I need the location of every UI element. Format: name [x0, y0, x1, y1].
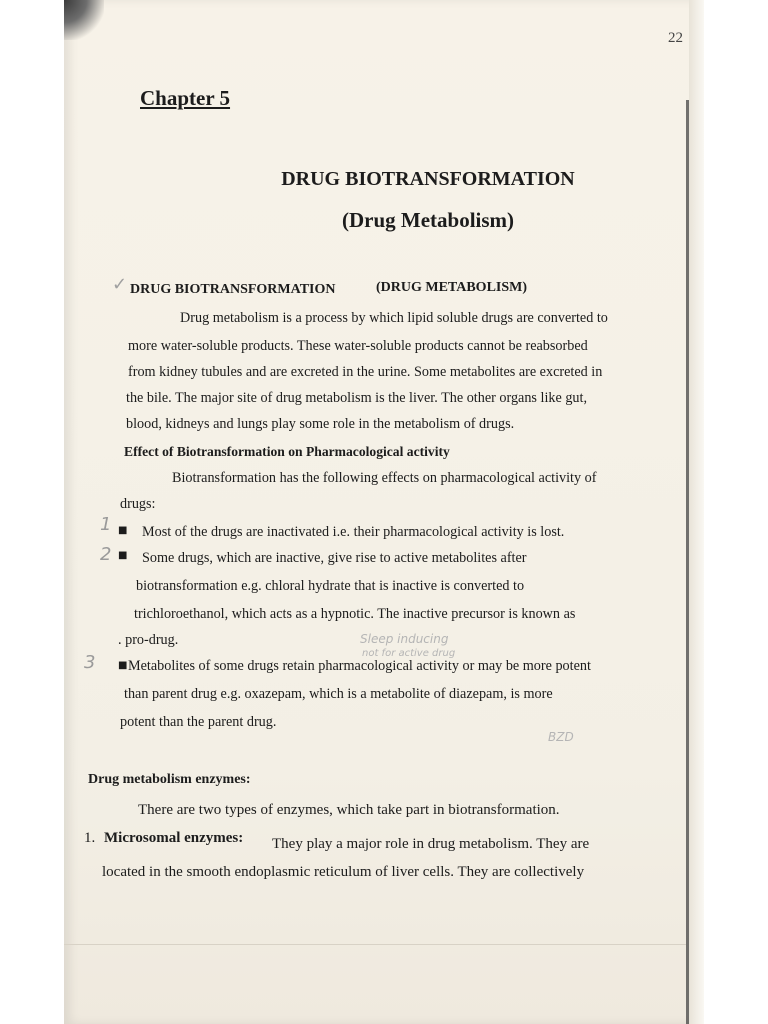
para1-line-3: from kidney tubules and are excreted in the urine. Some metabolites are excreted in — [128, 364, 603, 380]
para1-line-5: blood, kidneys and lungs play some role in the metabolism of drugs. — [126, 416, 515, 432]
bullet3-line-3: potent than the parent drug. — [120, 714, 277, 730]
handwritten-note-3: BZD — [548, 730, 574, 744]
bullet1-text: Most of the drugs are inactivated i.e. their pharmacological activity is lost. — [142, 524, 565, 540]
handwritten-note-2: not for active drug — [362, 648, 456, 659]
handwritten-note-1: Sleep inducing — [360, 632, 449, 646]
handwritten-number-2: 2 — [100, 544, 112, 565]
check-mark: ✓ — [112, 274, 128, 295]
microsomal-label: Microsomal enzymes: — [104, 830, 244, 846]
bullet-marker: ■ — [118, 660, 128, 671]
chapter-label: Chapter 5 — [140, 86, 231, 110]
para1-line-2: more water-soluble products. These water-soluble products cannot be reabsorbed — [128, 338, 588, 354]
bullet-marker: ■ — [118, 550, 128, 561]
bullet2-line-2: biotransformation e.g. chloral hydrate that is inactive is converted to — [136, 578, 525, 594]
handwritten-number-3: 3 — [84, 652, 96, 673]
bullet-marker: ■ — [118, 525, 128, 536]
bullet2-line-1: Some drugs, which are inactive, give rise to active metabolites after — [142, 550, 527, 566]
title-sub: (Drug Metabolism) — [341, 208, 515, 232]
section-heading-1: DRUG BIOTRANSFORMATION — [130, 282, 336, 297]
bullet2-line-4: . pro-drug. — [118, 632, 179, 648]
page-number: 22 — [668, 30, 683, 46]
para2-line-2: drugs: — [120, 496, 156, 512]
section-heading-2: Effect of Biotransformation on Pharmacological activity — [124, 444, 450, 459]
page-bottom-line — [64, 944, 686, 945]
para1-line-1: Drug metabolism is a process by which lipid soluble drugs are converted to — [180, 310, 608, 326]
para2-line-1: Biotransformation has the following effects on pharmacological activity of — [172, 470, 597, 486]
para3-line-3: located in the smooth endoplasmic reticulum of liver cells. They are collectively — [102, 864, 585, 880]
page-fold — [689, 0, 704, 1024]
para1-line-4: the bile. The major site of drug metabolism is the liver. The other organs like gut, — [126, 390, 588, 406]
section-heading-1b: (DRUG METABOLISM) — [376, 280, 528, 295]
page-corner-shadow — [64, 0, 104, 40]
para3-line-1: There are two types of enzymes, which take part in biotransformation. — [138, 802, 560, 818]
section-heading-3: Drug metabolism enzymes: — [88, 772, 251, 787]
bullet3-line-1: Metabolites of some drugs retain pharmacological activity or may be more potent — [128, 658, 591, 674]
bullet2-line-3: trichloroethanol, which acts as a hypnotic. The inactive precursor is known as — [134, 606, 576, 622]
para3-line-2: They play a major role in drug metabolism. They are — [272, 836, 590, 852]
numbered-item-1: 1. — [84, 830, 96, 846]
handwritten-number-1: 1 — [100, 514, 112, 535]
title-main: DRUG BIOTRANSFORMATION — [281, 168, 575, 190]
bullet3-line-2: than parent drug e.g. oxazepam, which is a metabolite of diazepam, is more — [124, 686, 553, 702]
page-edge-line — [686, 100, 689, 1024]
